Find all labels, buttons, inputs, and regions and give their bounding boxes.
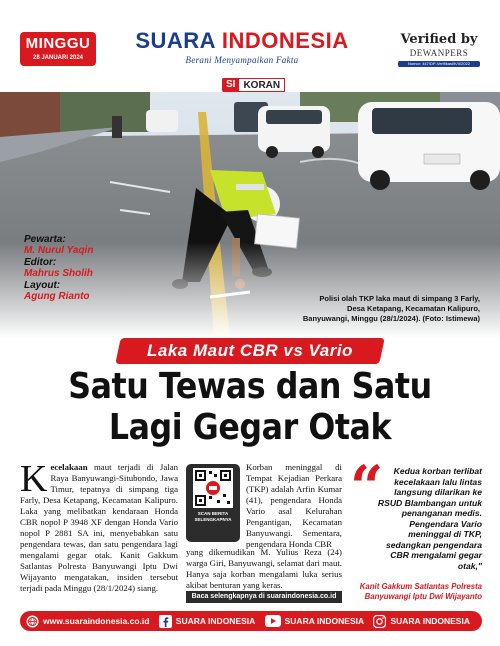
quote-source-line-2: Banyuwangi Iptu Dwi Wijayanto xyxy=(364,592,482,601)
logo-part-indonesia: INDONESIA xyxy=(221,28,349,53)
qr-code-icon xyxy=(193,468,233,508)
footer-bar xyxy=(20,611,482,631)
writer-label: Pewarta: xyxy=(24,234,66,245)
verification-number: Nomor: 447/DP-Verifikasi/K/II/2022 xyxy=(398,61,480,67)
writer-name: M. Nurul Yaqin xyxy=(24,245,94,256)
article-column-2-top: Korban meninggal di Tempat Kejadian Perkara (TKP) adalah Arfin Kumar (41), pengendara Honda Vario asal Kelurahan Pengantigan, Kecamatan Banyuwangi. Sementara, pengendara Honda CBR xyxy=(246,462,342,549)
article-column-2-bottom: yang dikemudikan M. Yulius Reza (24) warga Giri, Banyuwangi, selamat dari maut. Hanya saja korban mengalami luka serius akibat benturan yang keras. xyxy=(186,547,342,590)
article-column-1 xyxy=(20,458,178,594)
logo-text xyxy=(122,28,362,54)
quote-source-line-1: Kanit Gakkum Satlantas Polresta xyxy=(359,582,482,591)
verified-badge xyxy=(398,32,480,74)
section-koran: KORAN xyxy=(239,78,285,92)
layout-name: Agung Rianto xyxy=(24,291,90,302)
logo-part-suara: SUARA xyxy=(135,28,216,53)
editor-label: Editor: xyxy=(24,257,57,268)
credits xyxy=(24,234,164,303)
footer-website[interactable] xyxy=(26,615,149,628)
day-badge xyxy=(20,32,96,66)
kicker-banner xyxy=(115,338,385,364)
youtube-text: SUARA INDONESIA xyxy=(284,616,365,626)
qr-label: SCAN BERITA SELENGKAPNYA xyxy=(194,511,232,522)
section-label xyxy=(222,78,285,92)
kicker-text: Laka Maut CBR vs Vario xyxy=(147,341,353,360)
pull-quote: Kedua korban terlibat kecelakaan lalu lintas langsung dilarikan ke RSUD Blambangan untuk penanganan medis. Pengendara Vario meninggal di TKP, sedangkan pengendara CBR mengalami gegar otak," xyxy=(377,466,482,571)
dropcap: K xyxy=(20,458,48,500)
qr-code-box[interactable] xyxy=(186,464,240,542)
footer-facebook[interactable] xyxy=(159,615,256,628)
footer-instagram[interactable] xyxy=(373,615,470,628)
column-1-text: maut terjadi di Jalan Raya Banyuwangi-Situbondo, Jawa Timur, tepatnya di simpang tiga Farly, Desa Ketapang, Kecamatan Kalipuro. Laka yang melibatkan kendaraan Honda CBR nopol P 3948 XF dengan Honda Vario nopol P 2881 SA ini, menyebabkan satu pengendara tewas, dan satu pengendara lagi mengalami gegar otak. Kanit Gakkum Satlantas Polresta Banyuwangi Iptu Dwi Wijayanto mengatakan, insiden tersebut terjadi pada Minggu (28/1/2024) siang. xyxy=(20,462,178,593)
quote-icon: “ xyxy=(350,453,384,521)
facebook-icon xyxy=(159,615,172,628)
verified-by: Verified by xyxy=(400,32,478,47)
photo-caption: Polisi olah TKP laka maut di simpang 3 Farly, Desa Ketapang, Kecamatan Kalipuro, Banyuwangi, Minggu (28/1/2024). (Foto: Istimewa) xyxy=(302,294,480,323)
layout-label: Layout: xyxy=(24,280,61,291)
globe-icon xyxy=(26,615,39,628)
day-label: MINGGU xyxy=(25,35,91,52)
youtube-icon xyxy=(265,615,281,627)
headline-line-2: Lagi Gegar Otak xyxy=(108,407,392,448)
instagram-text: SUARA INDONESIA xyxy=(390,616,470,626)
section-si: SI xyxy=(222,78,239,92)
website-text: www.suaraindonesia.co.id xyxy=(43,616,150,626)
instagram-icon xyxy=(373,615,386,628)
editor-name: Mahrus Sholih xyxy=(24,268,93,279)
headline-line-1: Satu Tewas dan Satu xyxy=(68,366,432,407)
tagline: Berani Menyampaikan Fakta xyxy=(185,55,299,65)
dewan-pers: DEWANPERS xyxy=(409,48,469,58)
footer-youtube[interactable] xyxy=(265,615,365,627)
quote-source xyxy=(340,582,482,602)
headline xyxy=(30,366,470,448)
brand-logo[interactable] xyxy=(122,28,362,72)
lead-word: ecelakaan xyxy=(50,462,88,472)
facebook-text: SUARA INDONESIA xyxy=(175,616,256,626)
date-label: 28 JANUARI 2024 xyxy=(32,55,84,61)
read-more-link[interactable]: Baca selengkapnya di suaraindonesia.co.id xyxy=(186,591,342,603)
